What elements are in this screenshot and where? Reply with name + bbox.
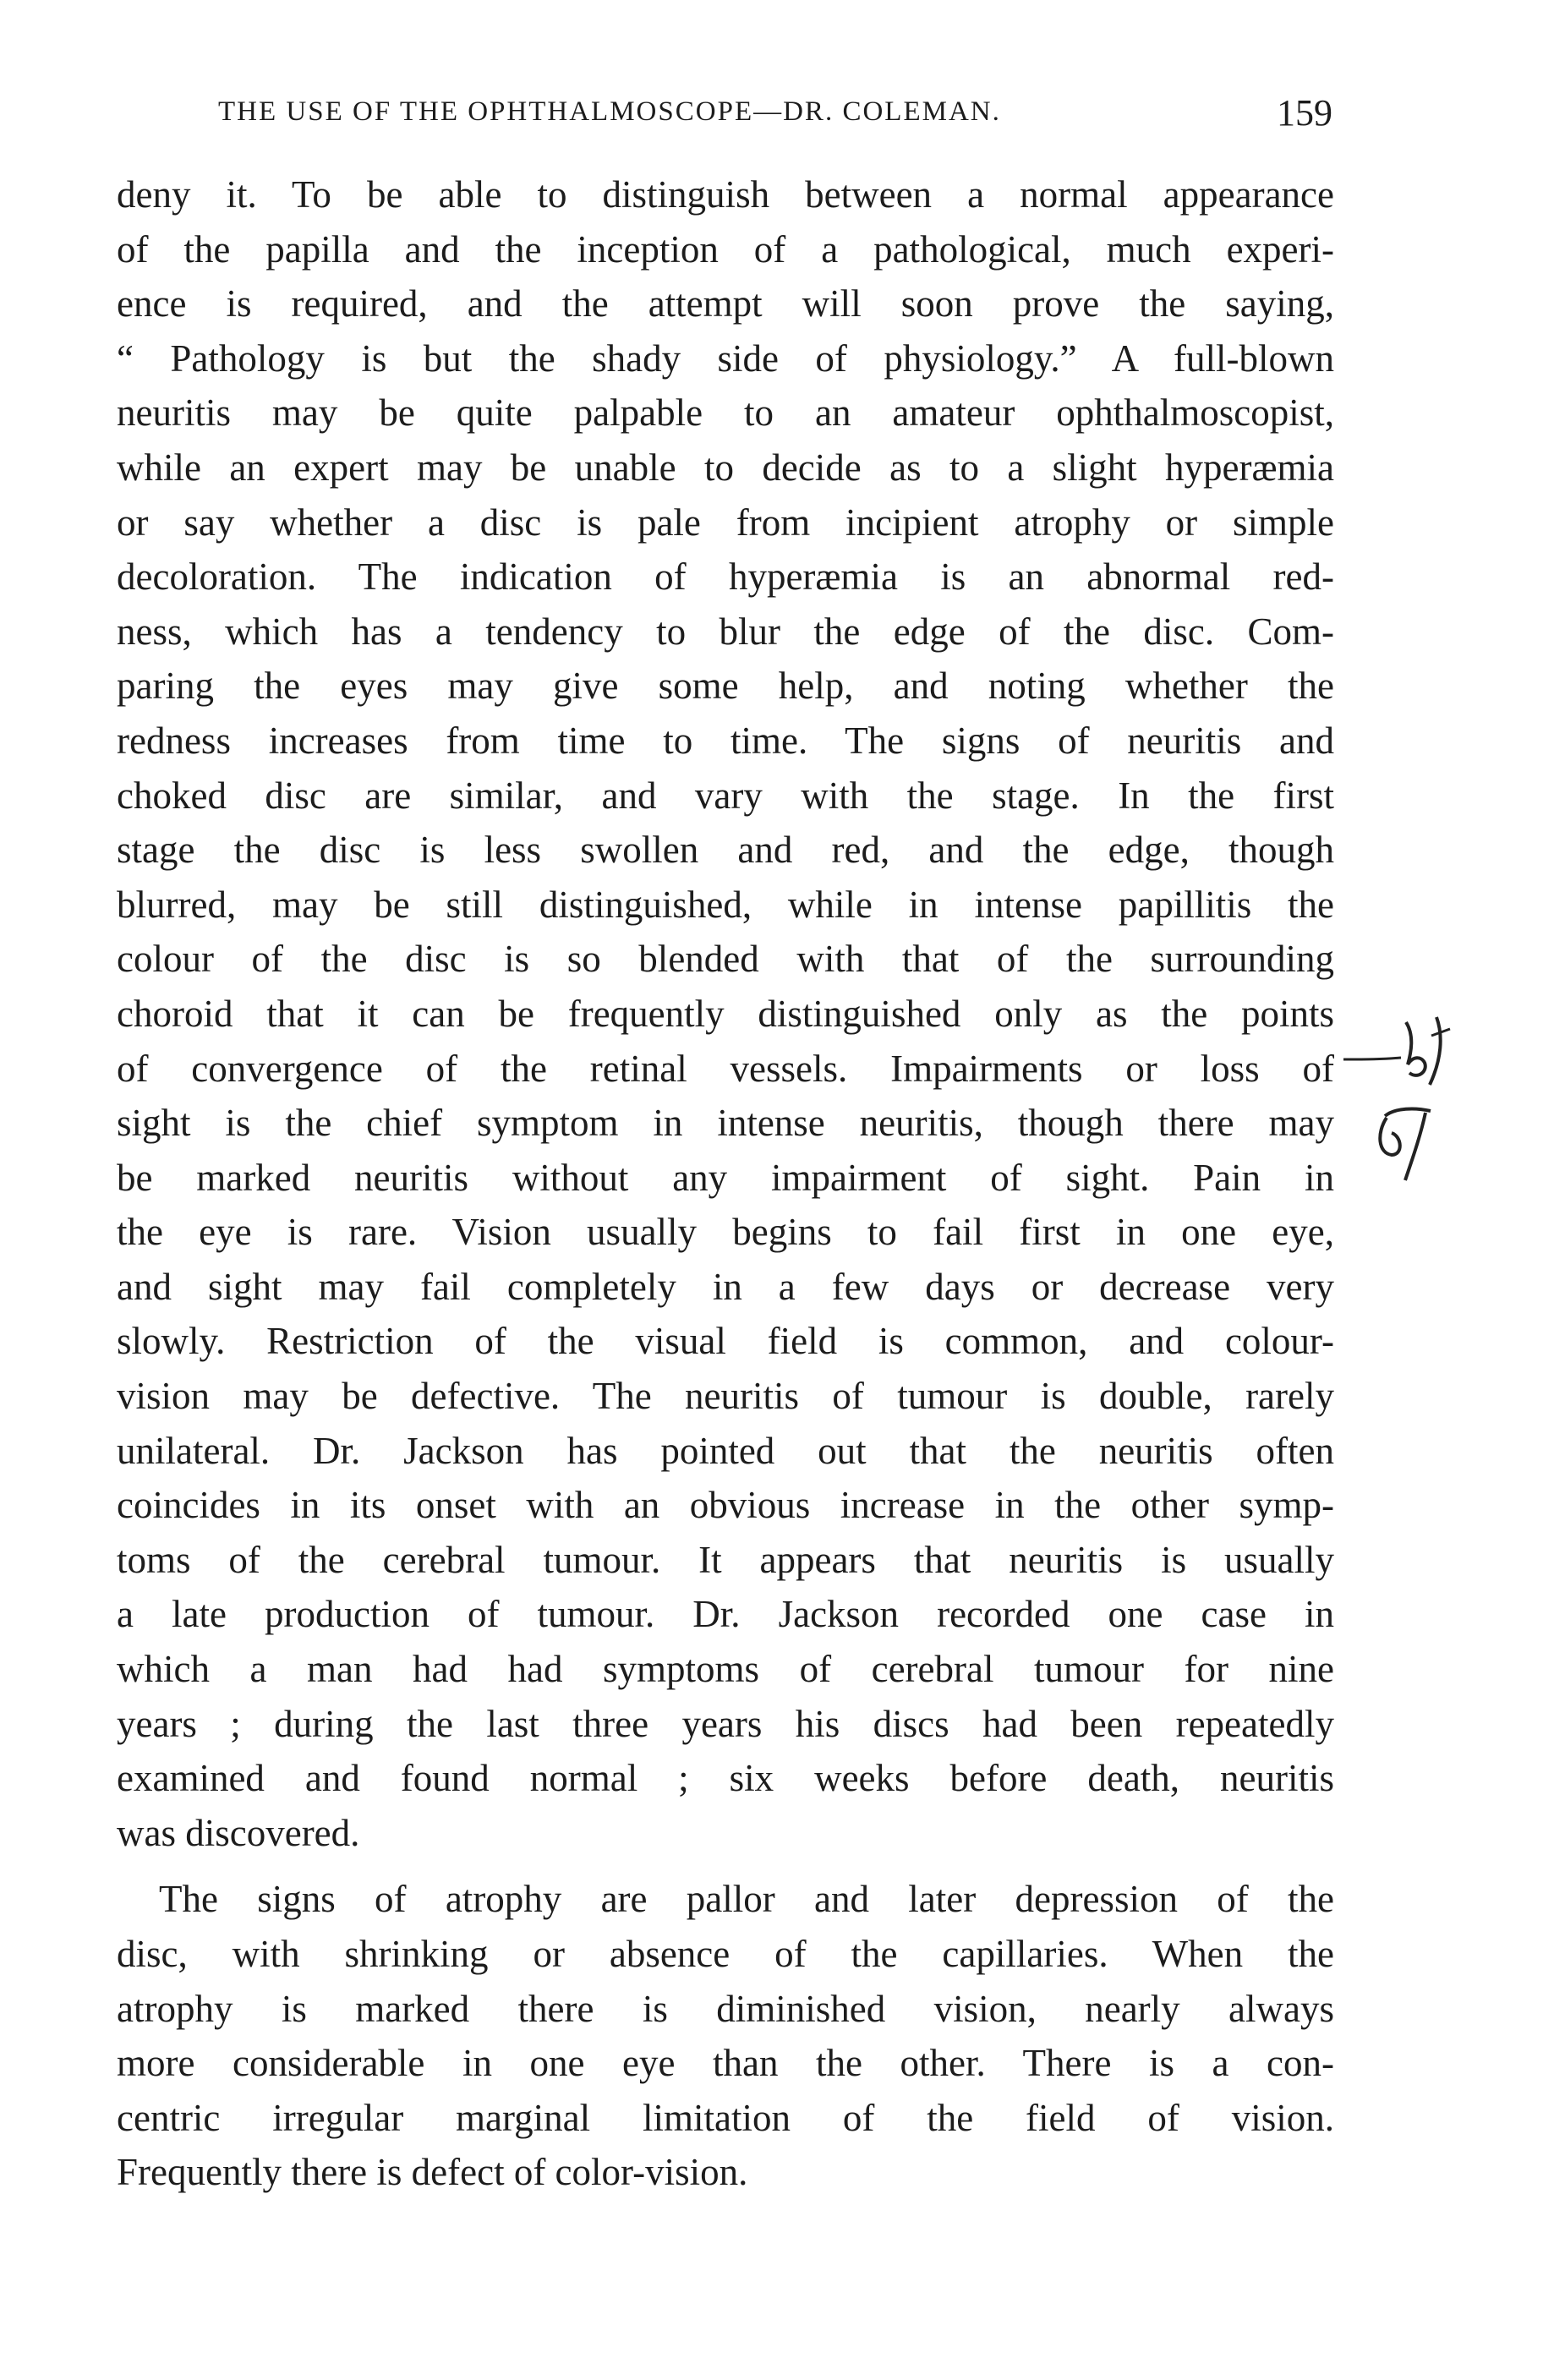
text-line: a late production of tumour. Dr. Jackson recorded one case in [117, 1593, 1334, 1636]
text-line: “ Pathology is but the shady side of physiology.” A full-blown [117, 336, 1334, 380]
text-line: disc, with shrinking or absence of the capillaries. When the [117, 1933, 1334, 1975]
text-line: atrophy is marked there is diminished vision, nearly always [117, 1987, 1334, 2030]
handwritten-proof-mark-upper [1340, 1010, 1458, 1091]
text-line: slowly. Restriction of the visual field is common, and colour- [117, 1320, 1334, 1363]
text-line: or say whether a disc is pale from incipient atrophy or simple [117, 501, 1334, 544]
text-line: more considerable in one eye than the other. There is a con- [117, 2042, 1334, 2085]
text-line: of the papilla and the inception of a pathological, much experi- [117, 227, 1334, 271]
text-line: ence is required, and the attempt will soon prove the saying, [117, 282, 1334, 326]
text-line: vision may be defective. The neuritis of tumour is double, rarely [117, 1375, 1334, 1418]
handwritten-proof-mark-lower [1361, 1099, 1446, 1184]
text-line: sight is the chief symptom in intense neuritis, though there may [117, 1102, 1334, 1145]
page-number: 159 [1277, 92, 1332, 134]
text-line: paring the eyes may give some help, and noting whether the [117, 665, 1334, 708]
paragraph-1 [117, 167, 1334, 1860]
text-line: redness increases from time to time. The signs of neuritis and [117, 719, 1334, 762]
text-line: stage the disc is less swollen and red, and the edge, though [117, 829, 1334, 872]
running-title: THE USE OF THE OPHTHALMOSCOPE—DR. COLEMAN. [218, 96, 1001, 127]
text-line: and sight may fail completely in a few days or decrease very [117, 1265, 1334, 1308]
text-line: neuritis may be quite palpable to an amateur ophthalmoscopist, [117, 391, 1334, 435]
text-line: ness, which has a tendency to blur the edge of the disc. Com- [117, 610, 1334, 653]
text-line: Frequently there is defect of color-vision. [117, 2151, 748, 2194]
running-head [218, 91, 1332, 142]
text-line: coincides in its onset with an obvious increase in the other symp- [117, 1484, 1334, 1527]
text-line: choroid that it can be frequently distinguished only as the points [117, 992, 1334, 1035]
text-line: of convergence of the retinal vessels. Impairments or loss of [117, 1047, 1334, 1090]
text-line: centric irregular marginal limitation of the field of vision. [117, 2096, 1334, 2139]
text-line: years ; during the last three years his discs had been repeatedly [117, 1702, 1334, 1745]
text-line: was discovered. [117, 1811, 360, 1854]
paragraph-2 [117, 1872, 1334, 2200]
text-line: toms of the cerebral tumour. It appears that neuritis is usually [117, 1538, 1334, 1581]
text-line: be marked neuritis without any impairment of sight. Pain in [117, 1156, 1334, 1199]
body-text [117, 167, 1334, 2200]
text-line: unilateral. Dr. Jackson has pointed out that the neuritis often [117, 1429, 1334, 1472]
text-line: choked disc are similar, and vary with the stage. In the first [117, 774, 1334, 817]
text-line: which a man had had symptoms of cerebral tumour for nine [117, 1648, 1334, 1691]
text-line: the eye is rare. Vision usually begins to fail first in one eye, [117, 1211, 1334, 1254]
text-line: decoloration. The indication of hyperæmia is an abnormal red- [117, 555, 1334, 599]
text-line: examined and found normal ; six weeks before death, neuritis [117, 1757, 1334, 1800]
text-line: blurred, may be still distinguished, while in intense papillitis the [117, 883, 1334, 926]
text-line: colour of the disc is so blended with that of the surrounding [117, 938, 1334, 981]
text-line: deny it. To be able to distinguish between a normal appearance [117, 173, 1334, 216]
text-line: The signs of atrophy are pallor and later depression of the [159, 1878, 1334, 1921]
text-line: while an expert may be unable to decide as to a slight hyperæmia [117, 446, 1334, 489]
